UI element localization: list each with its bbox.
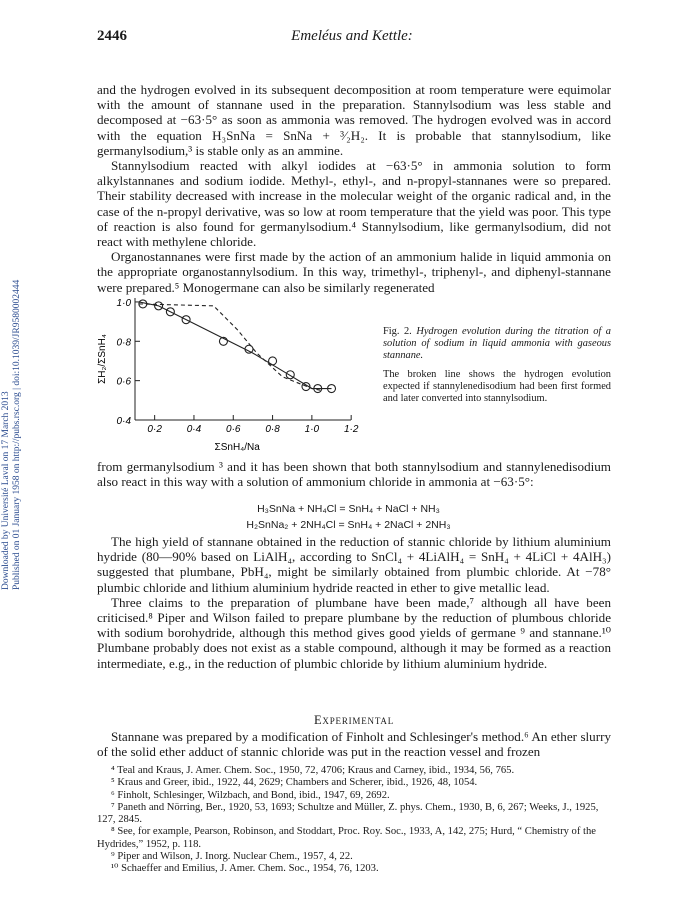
y-tick-label: 1·0 bbox=[116, 297, 131, 309]
equation-1: H₃SnNa + NH₄Cl = SnH₄ + NaCl + NH₃ bbox=[257, 503, 440, 515]
page-header bbox=[97, 28, 607, 48]
footnotes bbox=[97, 765, 611, 876]
footnote: ⁷ Paneth and Nörring, Ber., 1920, 53, 1693; Schultze and Müller, Z. phys. Chem., 1930, B, 6, 267; Weeks, J., 1925, 127, 2845. bbox=[97, 801, 599, 826]
y-axis-label: ΣH₂/ΣSnH₄ bbox=[97, 334, 108, 384]
text-block-middle bbox=[97, 459, 611, 489]
x-tick-label: 0·8 bbox=[265, 424, 280, 435]
running-title: Emeléus and Kettle: bbox=[291, 28, 413, 44]
paragraph-6: Three claims to the preparation of plumbane have been made,⁷ although all have been criticised.⁸ Piper and Wilson failed to prepare plumbane by the reduction of plumbous chloride with sodium borohydride, although this method gives good yields of germane ⁹ and stannane.¹⁰ Plumbane probably does not exist as a stable compound, although it may be formed as a reaction intermediate, e.g., in the reduction of plumbic chloride by lithium aluminium hydride. bbox=[97, 594, 611, 671]
paragraph-5: The high yield of stannane obtained in the reduction of stannic chloride by lithium aluminium hydride (80—90% based on LiAlH₄, according to SnCl₄ + 4LiAlH₄ = SnH₄ + 4LiCl + 4AlH₃) suggested that plumbane, PbH₄, might be similarly obtained from plumbic chloride. At −78° plumbic chloride and lithium aluminium hydride reacted in ether to give metallic lead. bbox=[97, 534, 611, 595]
x-tick-label: 1·0 bbox=[304, 424, 320, 435]
footnote: ⁶ Finholt, Schlesinger, Wilzbach, and Bond, ibid., 1947, 69, 2692. bbox=[111, 789, 390, 801]
paragraph-4: from germanylsodium ³ and it has been shown that both stannylsodium and stannylenedisodium also react in this way with a solution of ammonium chloride in ammonia at −63·5°: bbox=[97, 459, 611, 490]
footnote: ⁴ Teal and Kraus, J. Amer. Chem. Soc., 1950, 72, 4706; Kraus and Carney, ibid., 1934, 56, 765. bbox=[111, 765, 515, 776]
paragraph-1: and the hydrogen evolved in its subsequent decomposition at room temperature were equimolar with the amount of stannane used in the preparation. Stannylsodium was less stable and decomposed at −63·5° as soon as ammonia was removed. The hydrogen evolved was in accord with the equation H₃SnNa = SnNa + ³⁄₂H₂. It is probable that stannylsodium, like germanylsodium,³ is stable only as an ammine. bbox=[97, 82, 611, 158]
caption-note: The broken line shows the hydrogen evolution expected if stannylenedisodium had been first formed and later converted into stannylsodium. bbox=[383, 369, 611, 404]
paragraph-2: Stannylsodium reacted with alkyl iodides at −63·5° in ammonia solution to form alkylstannanes and sodium iodide. Methyl-, ethyl-, and n-propyl-stannanes were so prepared. Their stability decreased with increase in the molecular weight of the organic radical and, in the case of the n-propyl derivative, was so low at room temperature that the yield was poor. This type of reaction is also found for germanylsodium.⁴ Stannylsodium, like germanylsodium, did not react with methylene chloride. bbox=[97, 158, 611, 250]
chart-marks bbox=[139, 300, 336, 393]
figure-2-chart bbox=[93, 290, 363, 460]
sidebar-downloaded: Downloaded by Université Laval on 17 March 2013 bbox=[1, 391, 11, 590]
footnote: ¹⁰ Schaeffer and Emilius, J. Amer. Chem. Soc., 1954, 76, 1203. bbox=[111, 863, 379, 875]
caption-title-text: Hydrogen evolution during the titration of a solution of sodium in liquid ammonia with gaseous stannane. bbox=[383, 326, 611, 361]
paragraph-7: Stannane was prepared by a modification of Finholt and Schlesinger's method.⁶ An ether slurry of the solid ether adduct of stannic chloride was put in the reaction vessel and frozen bbox=[97, 729, 611, 760]
experimental-heading: Experimental bbox=[313, 713, 394, 727]
x-axis-label: ΣSnH₄/Na bbox=[214, 442, 260, 453]
equation-2: H₂SnNa₂ + 2NH₄Cl = SnH₄ + 2NaCl + 2NH₃ bbox=[246, 519, 451, 531]
x-tick-label: 1·2 bbox=[343, 424, 359, 435]
y-tick-label: 0·6 bbox=[116, 376, 131, 388]
footnote: ⁹ Piper and Wilson, J. Inorg. Nuclear Chem., 1957, 4, 22. bbox=[111, 851, 353, 863]
paragraph-3: Organostannanes were first made by the action of an ammonium halide in liquid ammonia on the appropriate organostannylsodium. In this way, trimethyl-, triphenyl-, and diphenyl-stannane were prepared.⁵ Monogermane can also be similarly regenerated bbox=[97, 249, 611, 295]
footnote: ⁵ Kraus and Greer, ibid., 1922, 44, 2629; Chambers and Scherer, ibid., 1926, 48, 1054. bbox=[111, 777, 478, 789]
text-block-lower bbox=[97, 534, 611, 671]
x-tick-label: 0·6 bbox=[226, 424, 241, 435]
text-block-experimental bbox=[97, 729, 611, 759]
y-tick-label: 0·4 bbox=[116, 416, 131, 427]
figure-caption bbox=[383, 326, 611, 405]
chart-labels bbox=[97, 298, 359, 453]
sidebar-published: Published on 01 January 1958 on http://pubs.rsc.org | doi:10.1039/JR9580002444 bbox=[12, 279, 22, 590]
text-block-top bbox=[97, 82, 611, 295]
x-tick-label: 0·4 bbox=[186, 424, 202, 435]
footnote: ⁸ See, for example, Pearson, Robinson, and Stoddart, Proc. Roy. Soc., 1933, A, 142, 275; Hurd, “ Chemistry of the Hydrides,” 1952, p. 118. bbox=[97, 826, 596, 850]
caption-title bbox=[383, 326, 611, 361]
caption-label: Fig. 2. bbox=[383, 326, 412, 337]
y-tick-label: 0·8 bbox=[116, 337, 131, 349]
x-tick-label: 0·2 bbox=[147, 424, 162, 435]
page-number: 2446 bbox=[97, 28, 127, 44]
chart-axes bbox=[135, 298, 351, 420]
